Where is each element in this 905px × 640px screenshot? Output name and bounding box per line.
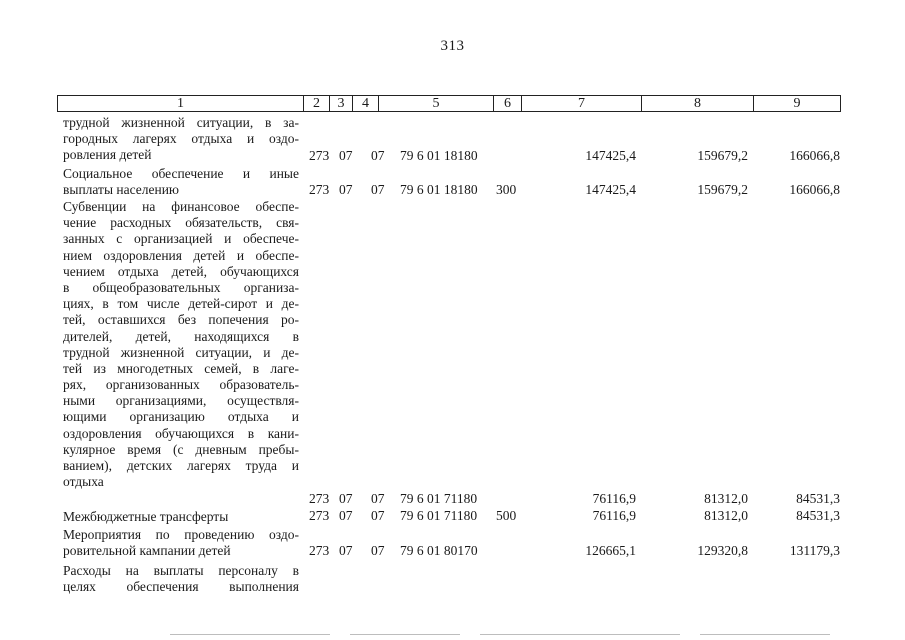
cell-subsection: 07 <box>371 148 385 163</box>
cell-section: 07 <box>339 543 353 558</box>
header-col-7: 7 <box>521 95 641 112</box>
header-col-2: 2 <box>303 95 329 112</box>
cell-ministry-code: 273 <box>309 508 330 523</box>
description-line: выплаты населению <box>63 182 180 198</box>
description-line: тей, оставшихся без попечения ро- <box>63 312 299 328</box>
cell-ministry-code: 273 <box>309 148 330 163</box>
scan-artifact <box>700 634 830 635</box>
cell-ministry-code: 273 <box>309 491 330 506</box>
description-line: чение расходных обязательств, свя- <box>63 215 299 231</box>
description-line: ющими организацию отдыха и <box>63 409 299 425</box>
cell-target-article: 79 6 01 18180 <box>400 148 478 163</box>
cell-subsection: 07 <box>371 508 385 523</box>
cell-ministry-code: 273 <box>309 543 330 558</box>
description-line: городных лагерях отдыха и оздо- <box>63 131 299 147</box>
header-col-8: 8 <box>641 95 753 112</box>
description-line: ными организациями, осуществля- <box>63 393 299 409</box>
cell-amount-col8: 159679,2 <box>697 182 748 197</box>
description-line: Расходы на выплаты персоналу в <box>63 563 299 578</box>
cell-section: 07 <box>339 491 353 506</box>
description-line: Мероприятия по проведению оздо- <box>63 527 299 542</box>
row-description <box>63 115 299 164</box>
cell-amount-col9: 166066,8 <box>789 148 840 163</box>
row-description <box>63 509 299 525</box>
cell-amount-col8: 129320,8 <box>697 543 748 558</box>
scan-artifact <box>350 634 460 635</box>
cell-amount-col8: 81312,0 <box>704 508 748 523</box>
cell-subsection: 07 <box>371 491 385 506</box>
description-line: трудной жизненной ситуации, и де- <box>63 344 299 360</box>
cell-ministry-code: 273 <box>309 182 330 197</box>
row-description <box>63 166 299 198</box>
header-col-1: 1 <box>57 95 303 112</box>
row-description <box>63 527 299 559</box>
description-line: занных с организацией и обеспече- <box>63 231 299 247</box>
description-line: оздоровления обучающихся в кани- <box>63 425 299 441</box>
description-line: чением отдыха детей, обучающихся <box>63 263 299 279</box>
row-description <box>63 563 299 595</box>
description-line: ровительной кампании детей <box>63 543 231 559</box>
header-col-5: 5 <box>378 95 493 112</box>
cell-amount-col7: 147425,4 <box>585 148 636 163</box>
cell-section: 07 <box>339 148 353 163</box>
cell-amount-col7: 76116,9 <box>592 491 636 506</box>
description-line: дителей, детей, находящихся в <box>63 328 299 344</box>
cell-expense-type: 300 <box>496 182 517 197</box>
scan-artifact <box>170 634 330 635</box>
description-line: трудной жизненной ситуации, в за- <box>63 115 299 130</box>
cell-target-article: 79 6 01 71180 <box>400 508 478 523</box>
description-line: нием оздоровления детей и обеспе- <box>63 247 299 263</box>
cell-amount-col8: 81312,0 <box>704 491 748 506</box>
cell-amount-col7: 147425,4 <box>585 182 636 197</box>
description-line: Субвенции на финансовое обеспе- <box>63 199 299 214</box>
header-col-6: 6 <box>493 95 521 112</box>
header-col-9: 9 <box>753 95 841 112</box>
cell-target-article: 79 6 01 18180 <box>400 182 478 197</box>
cell-subsection: 07 <box>371 543 385 558</box>
description-line: целях обеспечения выполнения <box>63 579 299 595</box>
description-line: циях, в том числе детей-сирот и де- <box>63 296 299 312</box>
cell-amount-col7: 126665,1 <box>585 543 636 558</box>
description-line: кулярное время (с дневным пребы- <box>63 441 299 457</box>
cell-amount-col8: 159679,2 <box>697 148 748 163</box>
scan-artifact <box>480 634 680 635</box>
cell-target-article: 79 6 01 80170 <box>400 543 478 558</box>
description-line: ванием), детских лагерях труда и <box>63 458 299 473</box>
page-number: 313 <box>440 38 465 54</box>
header-col-3: 3 <box>329 95 352 112</box>
description-line: ровления детей <box>63 147 152 163</box>
cell-amount-col9: 166066,8 <box>789 182 840 197</box>
cell-section: 07 <box>339 182 353 197</box>
description-line: отдыха <box>63 474 104 490</box>
cell-amount-col9: 131179,3 <box>789 543 840 558</box>
description-line: тей из многодетных семей, в лаге- <box>63 360 299 376</box>
cell-target-article: 79 6 01 71180 <box>400 491 478 506</box>
header-col-4: 4 <box>352 95 378 112</box>
description-line: Межбюджетные трансферты <box>63 509 229 524</box>
description-line: в общеобразовательных организа- <box>63 279 299 295</box>
cell-subsection: 07 <box>371 182 385 197</box>
cell-amount-col9: 84531,3 <box>796 508 840 523</box>
cell-amount-col9: 84531,3 <box>796 491 840 506</box>
cell-amount-col7: 76116,9 <box>592 508 636 523</box>
description-line: рях, организованных образователь- <box>63 377 299 393</box>
cell-expense-type: 500 <box>496 508 517 523</box>
row-description <box>63 199 299 490</box>
description-line: Социальное обеспечение и иные <box>63 166 299 181</box>
cell-section: 07 <box>339 508 353 523</box>
